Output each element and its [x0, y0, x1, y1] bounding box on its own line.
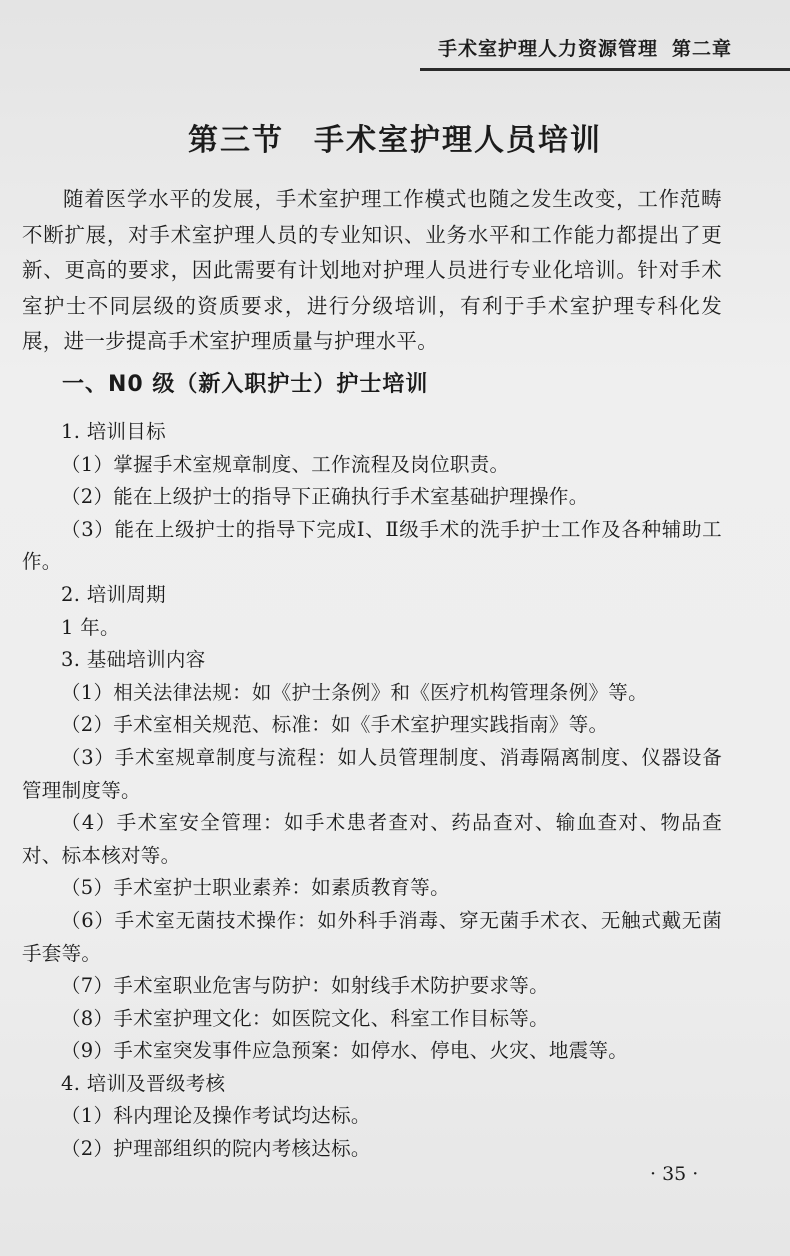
paragraph: 1 年。 [61, 615, 120, 639]
intro-paragraph: 随着医学水平的发展，手术室护理工作模式也随之发生改变，工作范畴不断扩展，对手术室护理人员的专业知识、业务水平和工作能力都提出了更新、更高的要求，因此需要有计划地对护理人员进行专业化培训。针对手术室护士不同层级的资质要求，进行分级培训，有利于手术室护理专科化发展，进一步提高手术室护理质量与护理水平。 [22, 187, 722, 353]
body-text [22, 416, 722, 1166]
paragraph: （4）手术室安全管理：如手术患者查对、药品查对、输血查对、物品查对、标本核对等。 [22, 811, 722, 867]
paragraph: （8）手术室护理文化：如医院文化、科室工作目标等。 [61, 1006, 549, 1030]
paragraph: （3）能在上级护士的指导下完成Ⅰ、Ⅱ级手术的洗手护士工作及各种辅助工作。 [22, 517, 722, 574]
running-header [420, 28, 790, 71]
paragraph: 1. 培训目标 [61, 420, 166, 443]
section-name: 手术室护理人员培训 [314, 123, 602, 158]
paragraph: （2）手术室相关规范、标准：如《手术室护理实践指南》等。 [61, 713, 609, 737]
page-number: · 35 · [650, 1163, 699, 1185]
paragraph: （1）掌握手术室规章制度、工作流程及岗位职责。 [61, 452, 510, 476]
paragraph: （3）手术室规章制度与流程：如人员管理制度、消毒隔离制度、仪器设备管理制度等。 [22, 745, 722, 802]
paragraph: （1）相关法律法规：如《护士条例》和《医疗机构管理条例》等。 [61, 680, 648, 704]
paragraph: 4. 培训及晋级考核 [61, 1071, 226, 1095]
header-book-section: 手术室护理人力资源管理 [437, 38, 658, 60]
header-chapter: 第二章 [671, 38, 732, 60]
paragraph: 2. 培训周期 [61, 582, 166, 606]
paragraph: （7）手术室职业危害与防护：如射线手术防护要求等。 [61, 974, 549, 998]
paragraph: 3. 基础培训内容 [61, 648, 206, 672]
paragraph: （9）手术室突发事件应急预案：如停水、停电、火灾、地震等。 [61, 1039, 629, 1063]
section-title [0, 115, 790, 159]
paragraph: （2）能在上级护士的指导下正确执行手术室基础护理操作。 [61, 485, 589, 509]
paragraph: （1）科内理论及操作考试均达标。 [61, 1104, 371, 1128]
paragraph: （2）护理部组织的院内考核达标。 [61, 1137, 371, 1161]
section-number: 第三节 [188, 123, 284, 158]
running-header-text [424, 34, 732, 61]
subsection-heading: 一、N0 级（新入职护士）护士培训 [62, 372, 429, 397]
paragraph: （6）手术室无菌技术操作：如外科手消毒、穿无菌手术衣、无触式戴无菌手套等。 [22, 908, 722, 965]
paragraph: （5）手术室护士职业素养：如素质教育等。 [61, 876, 450, 900]
